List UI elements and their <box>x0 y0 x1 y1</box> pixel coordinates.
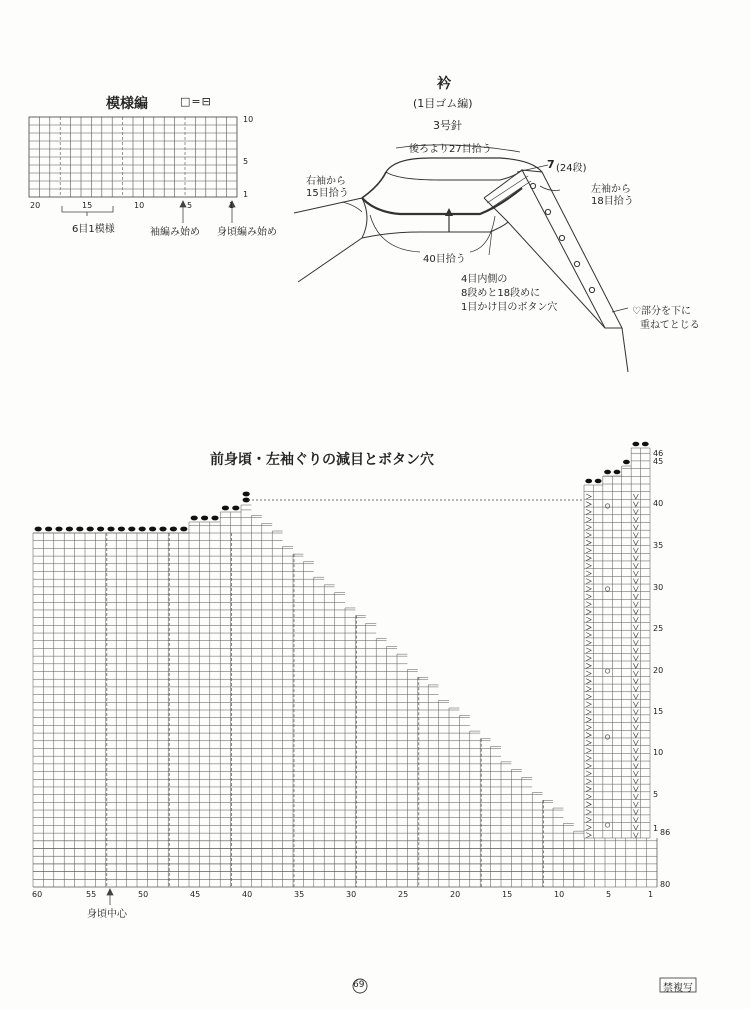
collar-band-stripes <box>487 176 531 208</box>
sleeve-start-label: 袖編み始め <box>150 227 200 238</box>
collar-subtitle: (1目ゴム編) <box>413 97 473 110</box>
main-stitch-number: 15 <box>502 890 513 899</box>
band-row-number: 1 <box>653 824 659 833</box>
center-label: 身頃中心 <box>87 909 127 920</box>
overlap-note-2: 重ねてとじる <box>640 320 700 331</box>
pattern-chart-title: 模様編 <box>106 96 148 112</box>
pattern-st-20: 20 <box>30 201 41 210</box>
body-row-number: 80 <box>660 880 671 889</box>
band-row-number: 40 <box>653 499 664 508</box>
right-sleeve-pickup-1: 右袖から <box>306 176 346 187</box>
pattern-st-15: 15 <box>82 201 93 210</box>
pattern-chart-grid <box>29 117 237 197</box>
band-row-number: 30 <box>653 583 664 592</box>
main-chart-title: 前身頃・左袖ぐりの減目とボタン穴 <box>210 452 434 468</box>
band-row-number: 5 <box>653 790 659 799</box>
collar-buttonholes <box>530 183 594 292</box>
pattern-row-5: 5 <box>243 157 249 166</box>
left-sleeve-pickup-2: 18目拾う <box>591 196 634 207</box>
main-stitch-number: 45 <box>190 890 201 899</box>
back-pickup-label: 後ろより27目拾う <box>409 144 492 155</box>
buttonhole-note-3: 1目かけ目のボタン穴 <box>461 302 558 313</box>
band-row-number: 45 <box>653 457 664 466</box>
left-sleeve-pickup-1: 左袖から <box>591 184 631 195</box>
main-stitch-number: 1 <box>648 890 654 899</box>
band-row-number: 20 <box>653 666 664 675</box>
page-number: 69 <box>353 980 365 990</box>
body-row-number: 86 <box>660 828 671 837</box>
main-stitch-number: 30 <box>346 890 357 899</box>
main-stitch-number: 5 <box>606 890 612 899</box>
pattern-st-1: 1 <box>229 201 235 210</box>
main-stitch-number: 50 <box>138 890 149 899</box>
main-chart-grid <box>33 448 657 887</box>
collar-needle: 3号針 <box>433 119 462 132</box>
center-arrow <box>107 889 113 905</box>
band-row-number: 15 <box>653 707 664 716</box>
pattern-row-1: 1 <box>243 190 249 199</box>
main-stitch-number: 25 <box>398 890 409 899</box>
buttonhole-note-2: 8段めと18段めに <box>461 288 541 299</box>
band-row-number: 25 <box>653 624 664 633</box>
repeat-label: 6目1模様 <box>72 224 115 235</box>
body-start-label: 身頃編み始め <box>217 227 277 238</box>
pattern-st-5: 5 <box>187 201 193 210</box>
pattern-st-10: 10 <box>134 201 145 210</box>
main-stitch-number: 55 <box>86 890 97 899</box>
band-row-number: 35 <box>653 541 664 550</box>
band-row-number: 46 <box>653 449 664 458</box>
pattern-row-10: 10 <box>243 115 254 124</box>
main-stitch-number: 40 <box>242 890 253 899</box>
main-stitch-number: 35 <box>294 890 305 899</box>
main-stitch-number: 20 <box>450 890 461 899</box>
band-row-number: 10 <box>653 748 664 757</box>
copyright-label: 禁複写 <box>663 983 693 994</box>
main-stitch-number: 60 <box>32 890 43 899</box>
buttonhole-note-1: 4目内側の <box>461 274 508 285</box>
pattern-legend: □=⊟ <box>180 95 212 108</box>
main-stitch-number: 10 <box>554 890 565 899</box>
band-rows: (24段) <box>556 163 587 174</box>
band-num: 7 <box>547 158 555 171</box>
collar-title: 衿 <box>437 76 451 92</box>
right-sleeve-pickup-2: 15目拾う <box>306 188 349 199</box>
front-pickup-label: 40目拾う <box>423 254 466 265</box>
overlap-note-1: ♡部分を下に <box>632 306 691 317</box>
